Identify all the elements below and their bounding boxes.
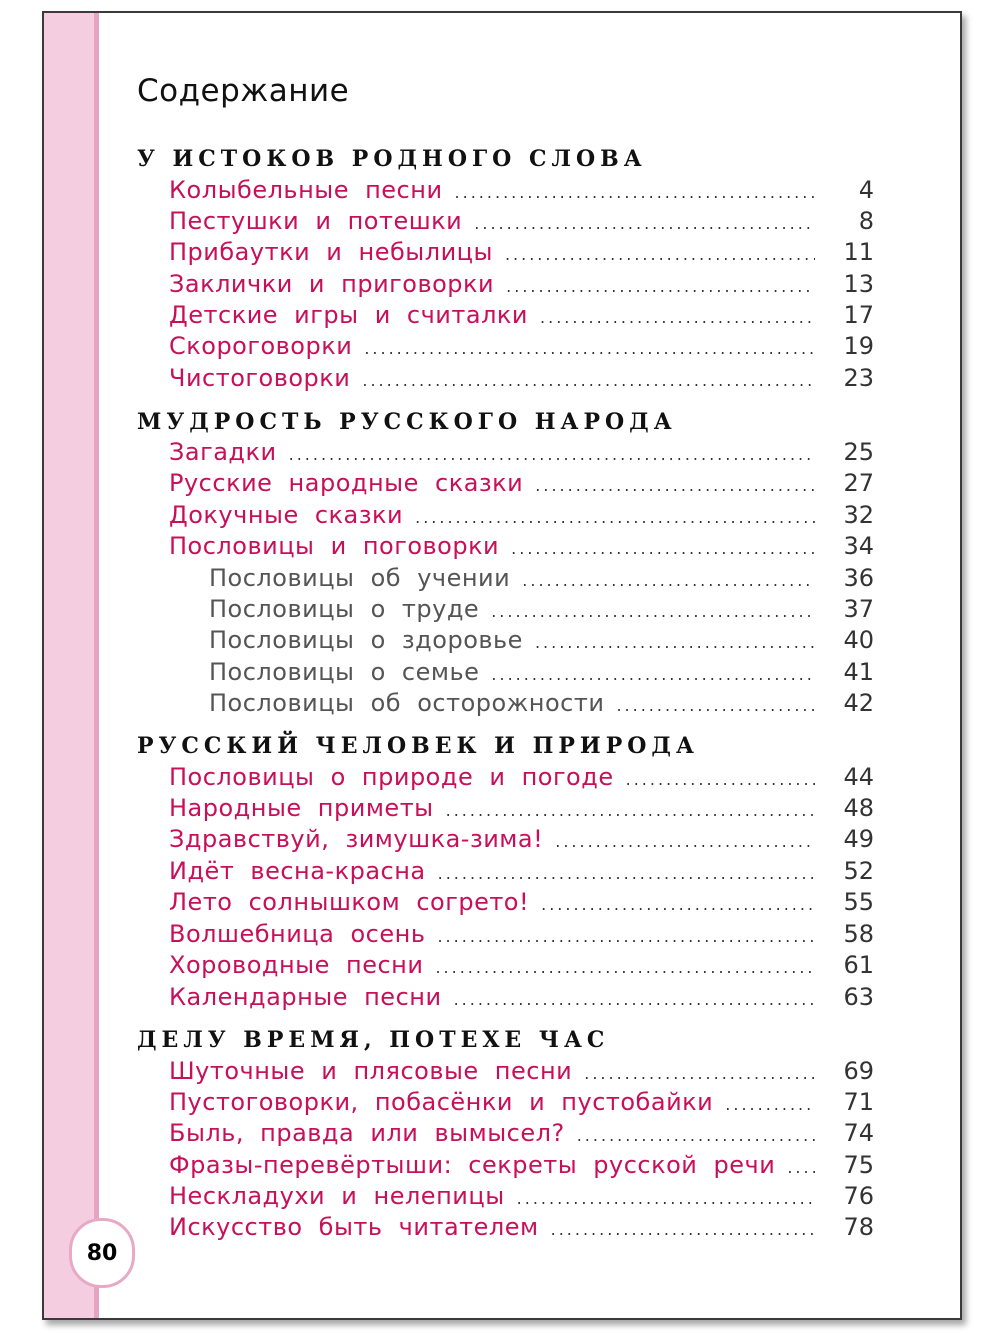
- book-page: [42, 11, 962, 1320]
- toc-page: 23: [843, 364, 874, 392]
- dot-leader: [446, 801, 815, 820]
- dot-leader: [535, 476, 815, 495]
- dot-leader: [435, 958, 815, 977]
- toc-page: 17: [843, 301, 874, 329]
- toc-entry[interactable]: Заклички и приговорки ..... 13: [169, 270, 874, 301]
- toc-page: 58: [843, 920, 874, 948]
- toc-page: 37: [843, 595, 874, 623]
- toc-subentry[interactable]: Пословицы об учении ..... 36: [209, 564, 874, 595]
- toc-entry[interactable]: Колыбельные песни ..... 4: [169, 176, 874, 207]
- toc-page: 36: [843, 564, 874, 592]
- dot-leader: [517, 1189, 815, 1208]
- toc-entry[interactable]: Идёт весна-красна ..... 52: [169, 857, 874, 888]
- dot-leader: [551, 1220, 815, 1239]
- toc-page: 55: [843, 888, 874, 916]
- toc-entry[interactable]: Прибаутки и небылицы ..... 11: [169, 238, 874, 269]
- toc-page: 25: [843, 438, 874, 466]
- toc-page: 32: [843, 501, 874, 529]
- section-heading: У ИСТОКОВ РОДНОГО СЛОВА: [137, 146, 647, 172]
- toc-page: 78: [843, 1213, 874, 1241]
- dot-leader: [511, 539, 815, 558]
- dot-leader: [364, 339, 815, 358]
- dot-leader: [491, 665, 815, 684]
- toc-page: 19: [843, 332, 874, 360]
- toc-entry[interactable]: Пустоговорки, побасёнки и пустобайки ..... 71: [169, 1088, 874, 1119]
- toc-entry[interactable]: Волшебница осень ..... 58: [169, 920, 874, 951]
- toc-entry[interactable]: Загадки ..... 25: [169, 438, 874, 469]
- dot-leader: [437, 927, 815, 946]
- toc-page: 76: [843, 1182, 874, 1210]
- toc-entry[interactable]: Пословицы о природе и погоде ..... 44: [169, 763, 874, 794]
- toc-entry[interactable]: Детские игры и считалки ..... 17: [169, 301, 874, 332]
- toc-page: 52: [843, 857, 874, 885]
- toc-entry[interactable]: Чистоговорки ..... 23: [169, 364, 874, 395]
- toc-entry[interactable]: Русские народные сказки ..... 27: [169, 469, 874, 500]
- toc-entry[interactable]: Лето солнышком согрето! ..... 55: [169, 888, 874, 919]
- toc-entry[interactable]: Нескладухи и нелепицы ..... 76: [169, 1182, 874, 1213]
- dot-leader: [541, 895, 815, 914]
- dot-leader: [616, 696, 815, 715]
- toc-page: 75: [843, 1151, 874, 1179]
- dot-leader: [415, 508, 815, 527]
- toc-page: 40: [843, 626, 874, 654]
- toc-page: 41: [843, 658, 874, 686]
- toc-subentry[interactable]: Пословицы об осторожности ..... 42: [209, 689, 874, 720]
- toc-entry[interactable]: Хороводные песни ..... 61: [169, 951, 874, 982]
- side-band: [44, 13, 99, 1318]
- toc-subentry[interactable]: Пословицы о здоровье ..... 40: [209, 626, 874, 657]
- toc-entry[interactable]: Народные приметы ..... 48: [169, 794, 874, 825]
- dot-leader: [455, 183, 815, 202]
- toc-page: 49: [843, 825, 874, 853]
- toc-entry[interactable]: Календарные песни ..... 63: [169, 983, 874, 1014]
- toc-page: 8: [858, 207, 874, 235]
- toc-page: 4: [858, 176, 874, 204]
- dot-leader: [506, 277, 815, 296]
- toc-page: 27: [843, 469, 874, 497]
- toc-page: 69: [843, 1057, 874, 1085]
- toc-page: 63: [843, 983, 874, 1011]
- dot-leader: [540, 308, 815, 327]
- toc-entry[interactable]: Докучные сказки ..... 32: [169, 501, 874, 532]
- dot-leader: [438, 864, 815, 883]
- toc-page: 48: [843, 794, 874, 822]
- toc-page: 42: [843, 689, 874, 717]
- toc-page: 71: [843, 1088, 874, 1116]
- dot-leader: [362, 371, 815, 390]
- toc-page: 34: [843, 532, 874, 560]
- page-title: Содержание: [137, 73, 350, 109]
- dot-leader: [289, 445, 815, 464]
- toc-entry[interactable]: Быль, правда или вымысел? ..... 74: [169, 1119, 874, 1150]
- dot-leader: [505, 245, 815, 264]
- dot-leader: [584, 1064, 815, 1083]
- section-heading: МУДРОСТЬ РУССКОГО НАРОДА: [137, 409, 677, 435]
- toc-entry[interactable]: Здравствуй, зимушка-зима! ..... 49: [169, 825, 874, 856]
- toc-page: 13: [843, 270, 874, 298]
- toc-entry[interactable]: Пословицы и поговорки ..... 34: [169, 532, 874, 563]
- toc-page: 11: [843, 238, 874, 266]
- dot-leader: [535, 633, 815, 652]
- dot-leader: [577, 1126, 815, 1145]
- toc-entry[interactable]: Шуточные и плясовые песни ..... 69: [169, 1057, 874, 1088]
- toc-entry[interactable]: Пестушки и потешки ..... 8: [169, 207, 874, 238]
- toc-subentry[interactable]: Пословицы о семье ..... 41: [209, 658, 874, 689]
- toc-page: 74: [843, 1119, 874, 1147]
- dot-leader: [474, 214, 815, 233]
- toc-entry[interactable]: Фразы-перевёртыши: секреты русской речи ..... 75: [169, 1151, 874, 1182]
- dot-leader: [454, 990, 815, 1009]
- page-number-badge: 80: [69, 1218, 135, 1288]
- dot-leader: [522, 571, 815, 590]
- toc-page: 44: [843, 763, 874, 791]
- dot-leader: [626, 770, 815, 789]
- dot-leader: [491, 602, 815, 621]
- toc-subentry[interactable]: Пословицы о труде ..... 37: [209, 595, 874, 626]
- dot-leader: [725, 1095, 815, 1114]
- section-heading: РУССКИЙ ЧЕЛОВЕК И ПРИРОДА: [137, 733, 699, 759]
- dot-leader: [787, 1158, 815, 1177]
- dot-leader: [555, 832, 815, 851]
- section-heading: ДЕЛУ ВРЕМЯ, ПОТЕХЕ ЧАС: [137, 1027, 610, 1053]
- toc-page: 61: [843, 951, 874, 979]
- toc-entry[interactable]: Искусство быть читателем ..... 78: [169, 1213, 874, 1244]
- toc-entry[interactable]: Скороговорки ..... 19: [169, 332, 874, 363]
